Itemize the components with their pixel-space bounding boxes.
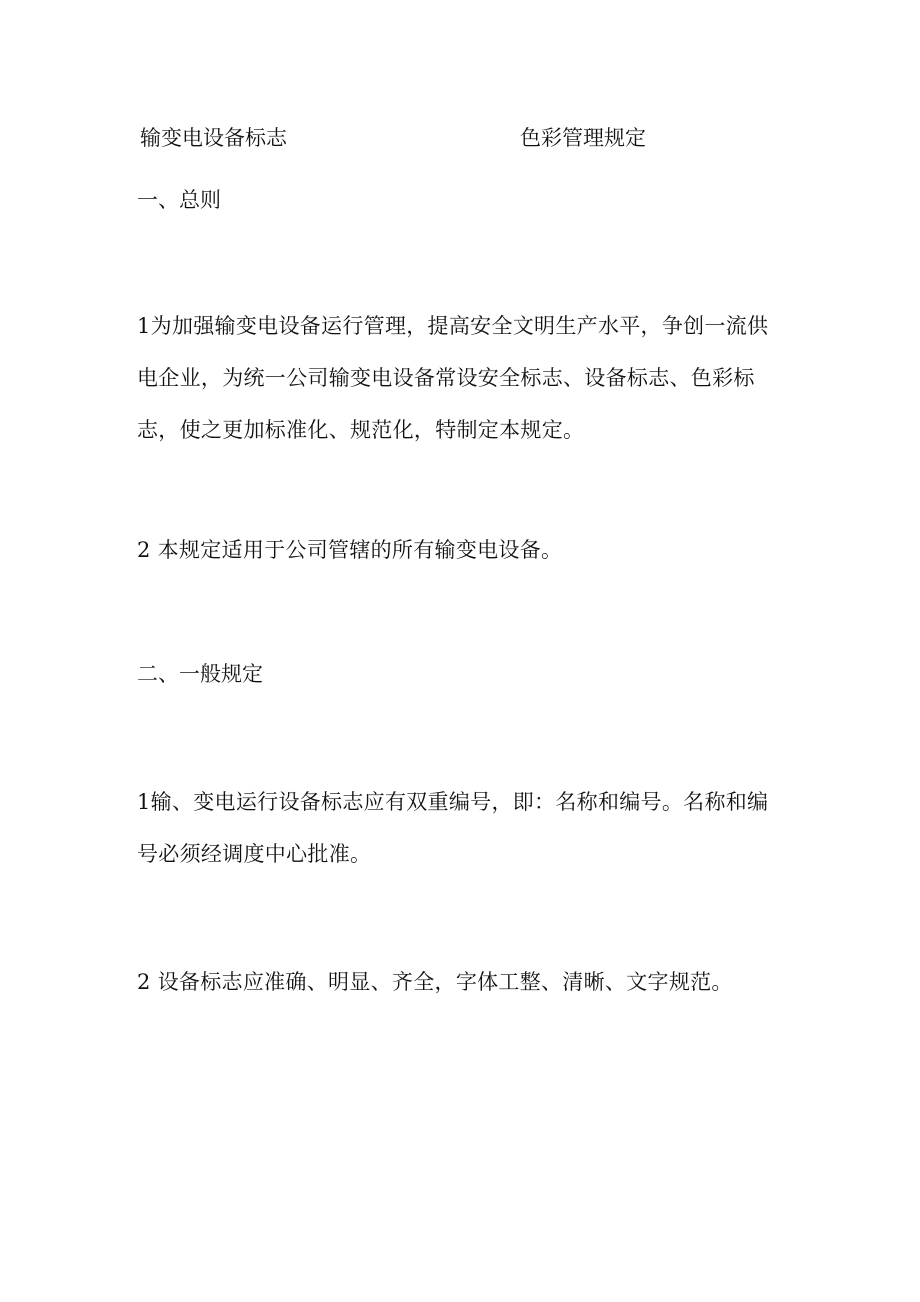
paragraph-general-2: 2 本规定适用于公司管辖的所有输变电设备。: [137, 538, 563, 562]
paragraph-general-1: 1为加强输变电设备运行管理，提高安全文明生产水平，争创一流供电企业，为统一公司输变电设备常设安全标志、设备标志、色彩标志，使之更加标准化、规范化，特制定本规定。: [137, 314, 769, 442]
document-title-right: 色彩管理规定: [520, 126, 646, 150]
section-heading-general: 一、总则: [137, 188, 221, 212]
section-heading-rules: 二、一般规定: [137, 662, 263, 686]
document-title-left: 输变电设备标志: [140, 126, 287, 150]
paragraph-rules-1: 1输、变电运行设备标志应有双重编号，即：名称和编号。名称和编号必须经调度中心批准。: [137, 790, 769, 866]
paragraph-rules-2: 2 设备标志应准确、明显、齐全，字体工整、清晰、文字规范。: [137, 970, 733, 994]
